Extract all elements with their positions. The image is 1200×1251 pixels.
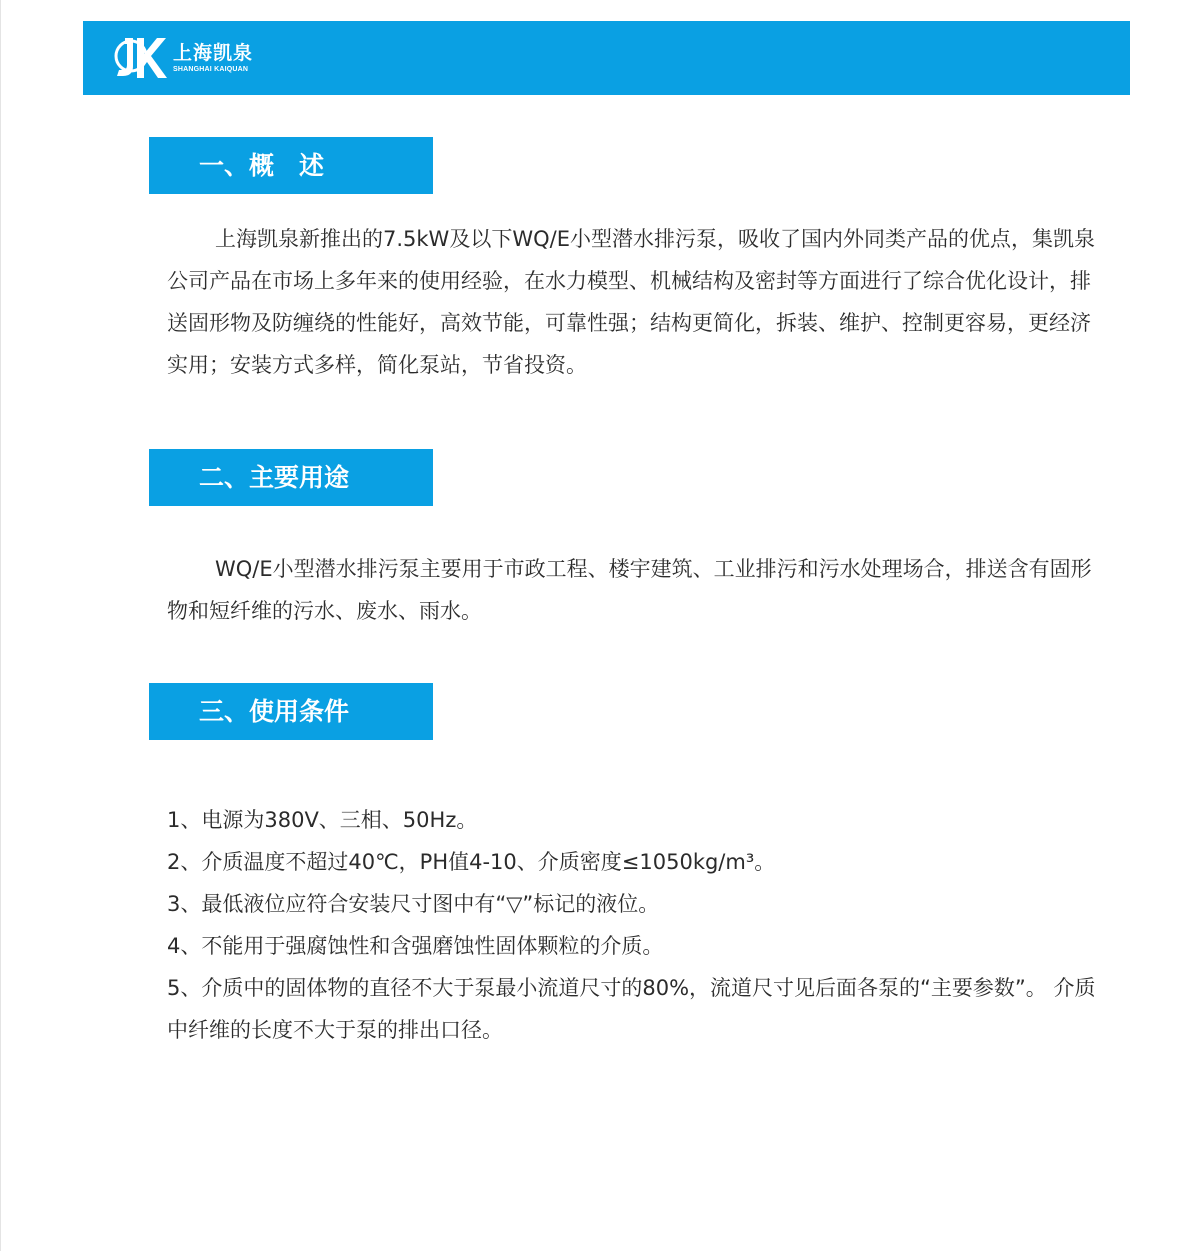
header-bar [83, 21, 1130, 95]
logo-chinese-name: 上海凯泉 [173, 41, 254, 64]
logo-english-name: SHANGHAI KAIQUAN [173, 65, 249, 73]
left-border-line [0, 0, 1, 1251]
section-title-usage: 二、主要用途 [149, 449, 433, 506]
condition-item-5: 5、介质中的固体物的直径不大于泵最小流道尺寸的80%，流道尺寸见后面各泵的“主要参数”。 介质中纤维的长度不大于泵的排出口径。 [167, 976, 1096, 1042]
condition-item-3: 3、最低液位应符合安装尺寸图中有“▽”标记的液位。 [167, 892, 660, 916]
logo-mark-icon [111, 32, 169, 84]
usage-paragraph: WQ/E小型潜水排污泵主要用于市政工程、楼宇建筑、工业排污和污水处理场合，排送含有固形物和短纤维的污水、废水、雨水。 [167, 557, 1092, 623]
condition-item-2: 2、介质温度不超过40℃，PH值4-10、介质密度≤1050kg/m³。 [167, 850, 776, 874]
condition-item-4: 4、不能用于强腐蚀性和含强磨蚀性固体颗粒的介质。 [167, 934, 664, 958]
overview-paragraph: 上海凯泉新推出的7.5kW及以下WQ/E小型潜水排污泵，吸收了国内外同类产品的优点，集凯泉公司产品在市场上多年来的使用经验，在水力模型、机械结构及密封等方面进行了综合优化设计，排送固形物及防缠绕的性能好，高效节能，可靠性强；结构更简化，拆装、维护、控制更容易，更经济实用；安装方式多样，简化泵站，节省投资。 [167, 227, 1095, 377]
conditions-list [167, 799, 1107, 1051]
section-title-conditions: 三、使用条件 [149, 683, 433, 740]
company-logo [111, 32, 253, 84]
condition-item-1: 1、电源为380V、三相、50Hz。 [167, 808, 478, 832]
section-title-overview: 一、概 述 [149, 137, 433, 194]
logo-wordmark [173, 41, 254, 73]
